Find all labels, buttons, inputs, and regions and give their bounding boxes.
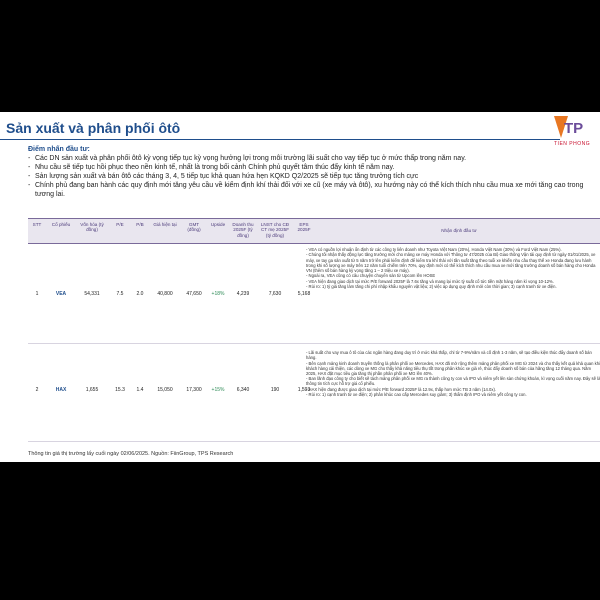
note-line: - Bên cạnh mảng kinh doanh truyền thống là phân phối xe Mercedes, HAX đã mở rộng thêm mảng phân phối xe MG từ 2024 và cho thấy kết quả khả quan khi khách hàng cải thiện, các dòng xe MG cho thấy khả năng tiêu thụ tốt trong phân khúc xe giá rẻ, thúc đẩy doanh số bán của hãng tăng 12 tháng qua. Năm 2025, HAX đặt mục tiêu gia tăng thị phần phân phối xe MG lên 40%. bbox=[306, 360, 600, 376]
report-slide bbox=[0, 112, 600, 462]
cell-pe: 15.3 bbox=[115, 387, 125, 393]
highlights-list bbox=[28, 154, 600, 199]
cell-pb: 2.0 bbox=[136, 291, 144, 297]
header-npat: LNST cho CĐ CT mẹ 2025F (tỷ đồng) bbox=[260, 222, 290, 238]
table-row bbox=[28, 344, 600, 442]
cell-price: 15,050 bbox=[157, 387, 173, 393]
cell-pb: 1.4 bbox=[136, 387, 144, 393]
table-row bbox=[28, 244, 600, 344]
cell-target: 17,300 bbox=[186, 387, 202, 393]
stock-table bbox=[28, 218, 600, 442]
investment-highlights bbox=[28, 146, 600, 199]
cell-pe: 7.5 bbox=[116, 291, 124, 297]
tps-logo bbox=[554, 116, 600, 150]
header-notes: Nhận định đầu tư bbox=[441, 228, 477, 233]
header-mcap: Vốn hóa (tỷ đồng) bbox=[80, 222, 104, 233]
cell-mcap: 54,331 bbox=[84, 291, 100, 297]
header-ticker: Cổ phiếu bbox=[51, 222, 71, 227]
cell-mcap: 1,655 bbox=[85, 387, 99, 393]
header-pb: P/B bbox=[136, 222, 144, 227]
cell-price: 40,800 bbox=[157, 291, 173, 297]
cell-revenue: 6,340 bbox=[236, 387, 250, 393]
logo-text: TP bbox=[564, 120, 584, 137]
page-title: Sản xuất và phân phối ôtô bbox=[6, 120, 181, 136]
note-line: - VEA có nguồn lợi nhuận ổn định từ các công ty liên doanh như Toyota Việt Nam (20%), Honda Việt Nam (30%) và Ford Việt Nam (25%). bbox=[306, 247, 562, 252]
cell-notes bbox=[306, 247, 600, 290]
header-pe: P/E bbox=[116, 222, 124, 227]
note-line: - Rủi ro: 1) cạnh tranh từ xe điện; 2) phân khúc cao cấp Mercedes suy giảm; 3) thẩm định IPO và niêm yết công ty con. bbox=[306, 392, 527, 398]
cell-npat: 190 bbox=[270, 387, 280, 393]
cell-revenue: 4,239 bbox=[236, 291, 250, 297]
header-price: Giá hiện tại bbox=[153, 222, 177, 227]
cell-upside: +18% bbox=[211, 291, 225, 297]
highlight-item: - Chính phủ đang ban hành các quy định mới tăng yêu cầu về kiểm định khí thải đối với xe cũ (xe máy và ôtô), xu hướng này có thể kích thích nhu cầu mua xe mới tăng cao trong tương lai. bbox=[28, 181, 600, 199]
header-revenue: Doanh thu 2025F (tỷ đồng) bbox=[232, 222, 254, 238]
cell-ticker: HAX bbox=[55, 387, 67, 393]
cell-eps: 5,168 bbox=[297, 291, 311, 297]
note-line: - Ban lãnh đạo công ty cho biết sẽ tách mảng phân phối xe MG ra thành công ty con và IPO và niêm yết lên sàn chứng khoán, kì vọng cuối năm nay. Đây sẽ là thông tin tích cực hỗ trợ giá cổ phiếu. bbox=[306, 376, 600, 387]
cell-notes bbox=[306, 350, 600, 398]
note-line: - Ngoài ra, VEA cũng có câu chuyện chuyển sàn từ Upcom lên HOSE bbox=[306, 273, 436, 279]
highlight-item: - Các DN sản xuất và phân phối ôtô kỳ vọng tiếp tục kỳ vọng hưởng lợi trong môi trường lãi suất cho vay tiếp tục ở mức thấp trong năm nay. bbox=[28, 154, 600, 163]
note-line: - Rủi ro: 1) tỷ giá tăng làm tăng chi phí nhập khẩu nguyên vật liệu; 2) việc áp dụng quy định mới còn thời gian; 3) cạnh tranh từ xe điện. bbox=[306, 284, 557, 290]
cell-stt: 1 bbox=[35, 291, 39, 297]
title-divider bbox=[0, 139, 560, 140]
highlight-item: - Nhu cầu sẽ tiếp tục hồi phục theo nền kinh tế, nhất là trong bối cảnh Chính phủ quyết tâm thúc đẩy kinh tế năm nay. bbox=[28, 163, 600, 172]
note-line: - Lãi suất cho vay mua ô tô của các ngân hàng đang duy trì ở mức khá thấp, chỉ từ 7-9%/năm và cố định 1-3 năm, sẽ tạo điều kiện thúc đẩy doanh số bán hàng. bbox=[306, 350, 592, 361]
highlights-heading: Điểm nhấn đầu tư: bbox=[28, 146, 90, 153]
cell-upside: +15% bbox=[211, 387, 225, 393]
note-line: - HAX hiện đang được giao dịch tại mức P/E forward 2025F là 12.9x, thấp hơn mức TB 3 năm (14.0x). bbox=[306, 386, 497, 392]
note-line: - VEA hiện đang giao dịch tại mức P/E forward 2025F là 7.6x tăng và mang lại mức tỷ suất cổ tức tiền mặt hàng năm kì vọng 10-12%. bbox=[306, 278, 554, 284]
cell-npat: 7,630 bbox=[268, 291, 282, 297]
table-header bbox=[28, 218, 600, 244]
header-eps: EPS 2025F bbox=[297, 222, 311, 233]
cell-stt: 2 bbox=[35, 387, 39, 393]
logo-subtext: TIEN PHONG bbox=[554, 141, 591, 147]
header-upside: Upside bbox=[210, 222, 226, 227]
header-target: GMT (đồng) bbox=[187, 222, 201, 233]
cell-target: 47,650 bbox=[186, 291, 202, 297]
header-stt: STT bbox=[32, 222, 42, 227]
cell-ticker: VEA bbox=[55, 291, 67, 297]
cell-eps: 1,593 bbox=[297, 387, 311, 393]
note-line: - Chúng tôi nhận thấy động lực tăng trưởng mới cho mảng xe máy Honda với Thông tư 47/2025 của Bộ Giao thông Vận tải quy định từ ngày 01/01/2025, xe máy, xe tay ga sản xuất từ 5 năm trở lên phải kiểm định để kiểm tra khí thải với tần suất tăng theo tuổi xe khiến nhu cầu thay thế xe Honda đang lưu hành trong khi số lượng xe máy trên 12 năm tuổi chiếm trên 70%, quy định mới có thể kích thích nhu cầu mua xe mới tăng trưởng doanh số bán hàng cho Honda VN (thêm số bán hàng kỳ vọng tăng 1 – 2 triệu xe máy). bbox=[306, 252, 596, 273]
highlight-item: - Sản lượng sản xuất và bán ôtô các tháng 3, 4, 5 tiếp tục khả quan hứa hẹn KQKD Q2/2025 sẽ tiếp tục tăng trưởng tích cực bbox=[28, 172, 600, 181]
source-footnote: Thông tin giá thị trường lấy cuối ngày 02/06/2025. Nguồn: FiinGroup, TPS Research bbox=[28, 451, 234, 457]
